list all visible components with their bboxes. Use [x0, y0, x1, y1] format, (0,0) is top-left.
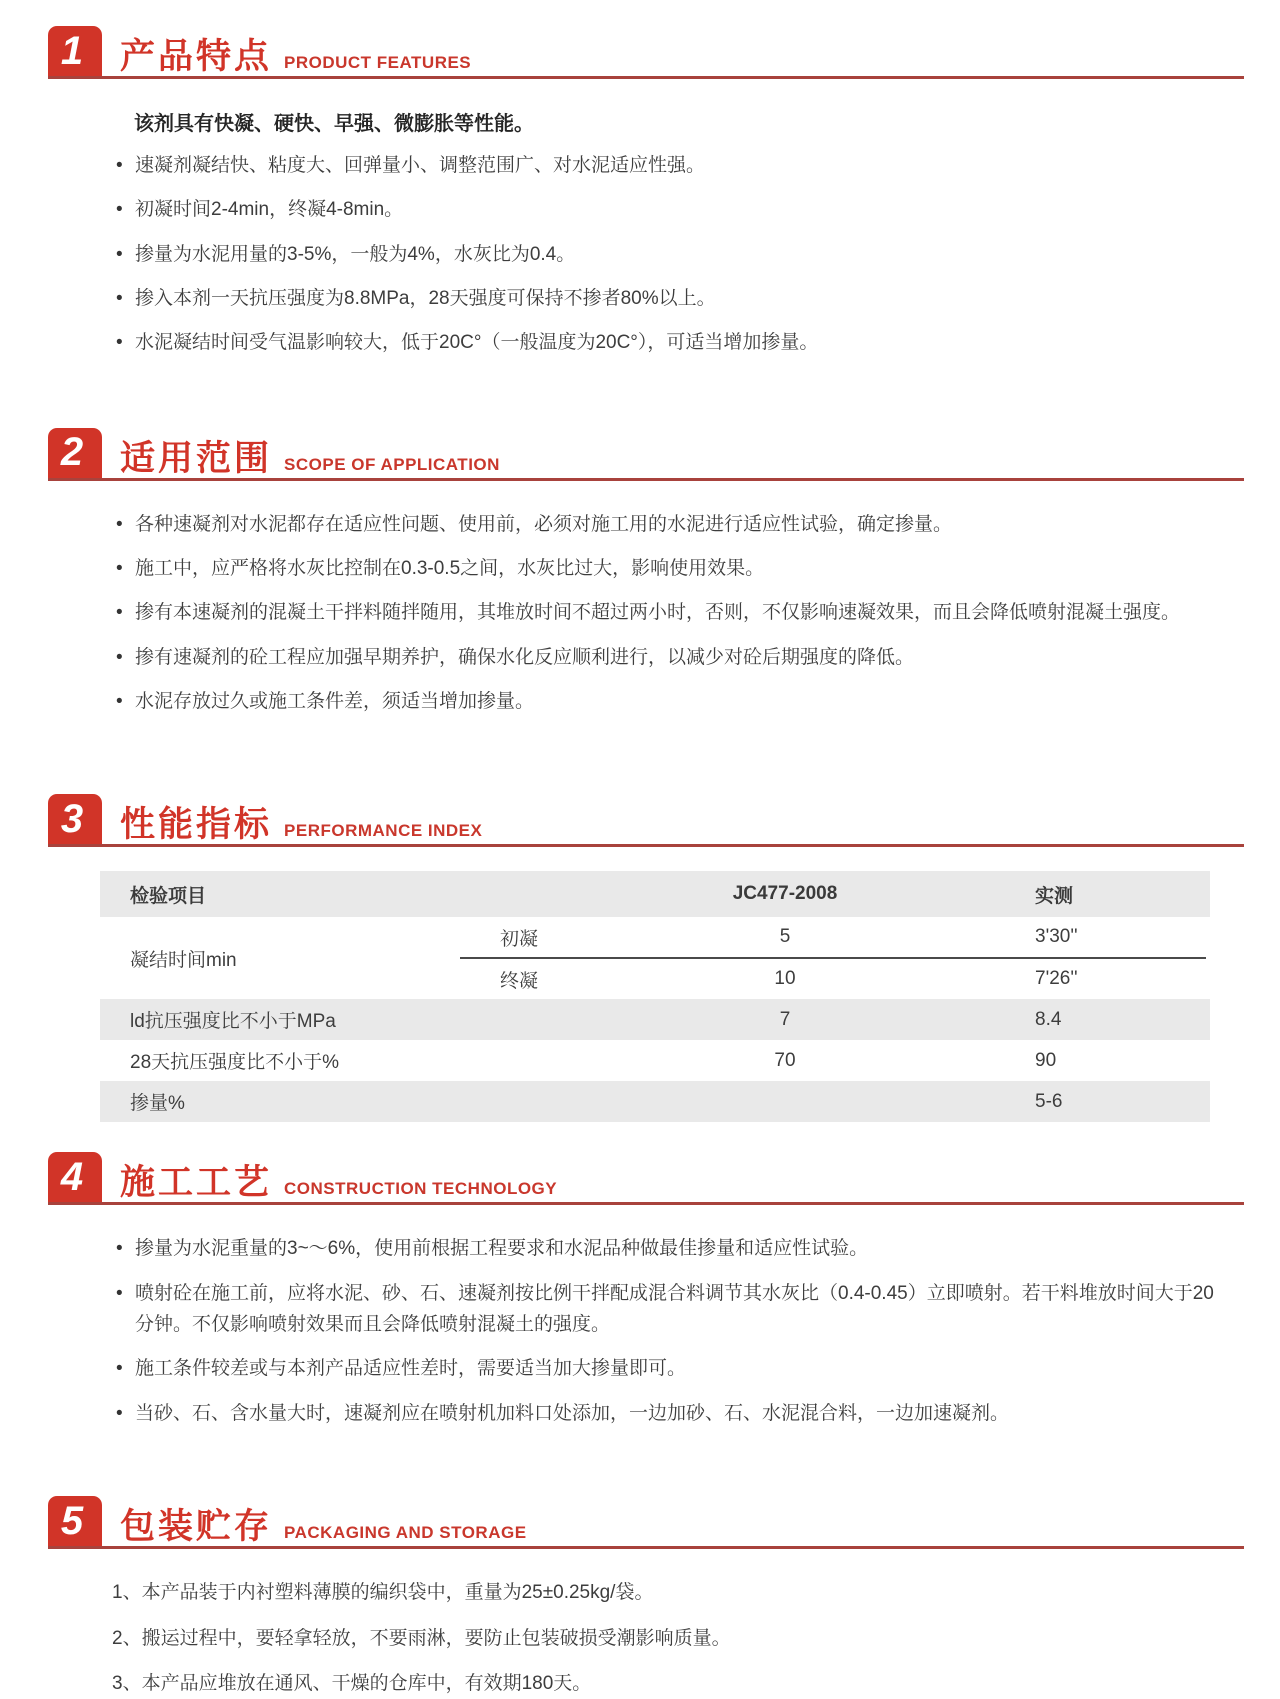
- bullet-item: • 施工中，应严格将水灰比控制在0.3-0.5之间，水灰比过大，影响使用效果。: [112, 553, 1220, 584]
- section-3-header: [48, 794, 1244, 847]
- section-1-intro: 该剂具有快凝、硬快、早强、微膨胀等性能。: [134, 113, 534, 135]
- table-cell: 70: [774, 1049, 796, 1071]
- performance-index-table: [100, 871, 1210, 1122]
- table-header-cell: 实测: [1035, 885, 1074, 907]
- table-cell: 5-6: [1035, 1090, 1063, 1112]
- table-subrow: [460, 959, 1210, 999]
- section-1-header: [48, 26, 1244, 79]
- section-2-title: 适用范围: [120, 438, 273, 478]
- table-cell: 90: [1035, 1049, 1057, 1071]
- table-header-cell: JC477-2008: [732, 883, 838, 905]
- section-5-title: 包装贮存: [120, 1507, 273, 1547]
- table-cell: 7'26'': [1035, 968, 1078, 990]
- section-2-header: [48, 428, 1244, 481]
- section-4-title: 施工工艺: [120, 1163, 273, 1203]
- section-2-subtitle: SCOPE OF APPLICATION: [284, 454, 500, 474]
- section-5-subtitle: PACKAGING AND STORAGE: [284, 1523, 527, 1543]
- table-cell: 5: [779, 926, 791, 948]
- table-cell: 3'30'': [1035, 926, 1078, 948]
- numbered-item: 3、本产品应堆放在通风、干燥的仓库中，有效期180天。: [112, 1672, 592, 1694]
- section-4-header: [48, 1152, 1244, 1205]
- table-subrow: [460, 917, 1210, 957]
- section-3-subtitle: PERFORMANCE INDEX: [284, 821, 483, 841]
- bullet-item: • 掺量为水泥用量的3-5%，一般为4%，水灰比为0.4。: [112, 239, 1220, 270]
- bullet-item: • 水泥凝结时间受气温影响较大，低于20C°（一般温度为20C°），可适当增加掺量。: [112, 327, 1220, 358]
- section-3-number-badge: 3: [48, 794, 102, 844]
- table-cell: 10: [774, 968, 796, 990]
- section-1-number-badge: 1: [48, 26, 102, 76]
- section-gap: [0, 372, 1280, 428]
- section-5-body: [0, 1549, 1280, 1699]
- table-cell: 7: [779, 1008, 791, 1030]
- section-4-subtitle: CONSTRUCTION TECHNOLOGY: [284, 1179, 558, 1199]
- section-1-subtitle: PRODUCT FEATURES: [284, 53, 472, 72]
- section-4-number-badge: 4: [48, 1152, 102, 1202]
- table-row: [100, 1081, 1210, 1122]
- table-row: [100, 999, 1210, 1040]
- section-4-bullet-list: [112, 1233, 1220, 1429]
- table-cell: 凝结时间min: [130, 949, 237, 971]
- section-5-number-badge: 5: [48, 1496, 102, 1546]
- bullet-item: • 速凝剂凝结快、粘度大、回弹量小、调整范围广、对水泥适应性强。: [112, 150, 1220, 181]
- table-cell: 28天抗压强度比不小于%: [130, 1052, 340, 1074]
- table-row: [100, 1040, 1210, 1081]
- section-2-number-badge: 2: [48, 428, 102, 478]
- bullet-item: • 掺有速凝剂的砼工程应加强早期养护，确保水化反应顺利进行，以减少对砼后期强度的降低。: [112, 642, 1220, 673]
- table-header-row: [100, 871, 1210, 917]
- bullet-item: • 掺有本速凝剂的混凝土干拌料随拌随用，其堆放时间不超过两小时，否则，不仅影响速凝效果，而且会降低喷射混凝土强度。: [112, 597, 1220, 628]
- section-4-body: [0, 1205, 1280, 1429]
- table-header-cell: 检验项目: [130, 885, 207, 907]
- section-2-bullet-list: [112, 509, 1220, 718]
- setting-time-subrows: [460, 917, 1210, 999]
- bullet-item: • 水泥存放过久或施工条件差，须适当增加掺量。: [112, 686, 1220, 717]
- bullet-item: • 喷射砼在施工前，应将水泥、砂、石、速凝剂按比例干拌配成混合料调节其水灰比（0.4-0.45）立即喷射。若干料堆放时间大于20分钟。不仅影响喷射效果而且会降低喷射混凝土的强度。: [112, 1278, 1220, 1341]
- section-gap: [0, 730, 1280, 794]
- section-5-header: [48, 1496, 1244, 1549]
- section-3-title: 性能指标: [120, 805, 273, 845]
- bullet-item: • 各种速凝剂对水泥都存在适应性问题、使用前，必须对施工用的水泥进行适应性试验，确定掺量。: [112, 509, 1220, 540]
- section-1-body: [0, 79, 1280, 359]
- table-cell: 8.4: [1035, 1008, 1062, 1030]
- table-cell: ld抗压强度比不小于MPa: [130, 1011, 336, 1033]
- numbered-item: 1、本产品装于内衬塑料薄膜的编织袋中，重量为25±0.25kg/袋。: [112, 1582, 654, 1604]
- section-gap: [0, 1122, 1280, 1152]
- section-1-bullet-list: [112, 150, 1220, 359]
- bullet-item: • 施工条件较差或与本剂产品适应性差时，需要适当加大掺量即可。: [112, 1353, 1220, 1384]
- bullet-item: • 当砂、石、含水量大时，速凝剂应在喷射机加料口处添加，一边加砂、石、水泥混合料，一边加速凝剂。: [112, 1398, 1220, 1429]
- bullet-item: • 掺入本剂一天抗压强度为8.8MPa，28天强度可保持不掺者80%以上。: [112, 283, 1220, 314]
- section-2-body: [0, 481, 1280, 718]
- bullet-item: • 掺量为水泥重量的3~～6%，使用前根据工程要求和水泥品种做最佳掺量和适应性试验。: [112, 1233, 1220, 1264]
- section-1-title: 产品特点: [120, 37, 273, 76]
- bullet-item: • 初凝时间2-4min，终凝4-8min。: [112, 194, 1220, 225]
- table-cell: 掺量%: [130, 1093, 185, 1115]
- numbered-item: 2、搬运过程中，要轻拿轻放，不要雨淋，要防止包装破损受潮影响质量。: [112, 1627, 731, 1649]
- section-gap: [0, 1442, 1280, 1496]
- table-row-setting-time: [100, 917, 1210, 999]
- table-cell: 初凝: [500, 928, 539, 950]
- table-cell: 终凝: [500, 970, 539, 992]
